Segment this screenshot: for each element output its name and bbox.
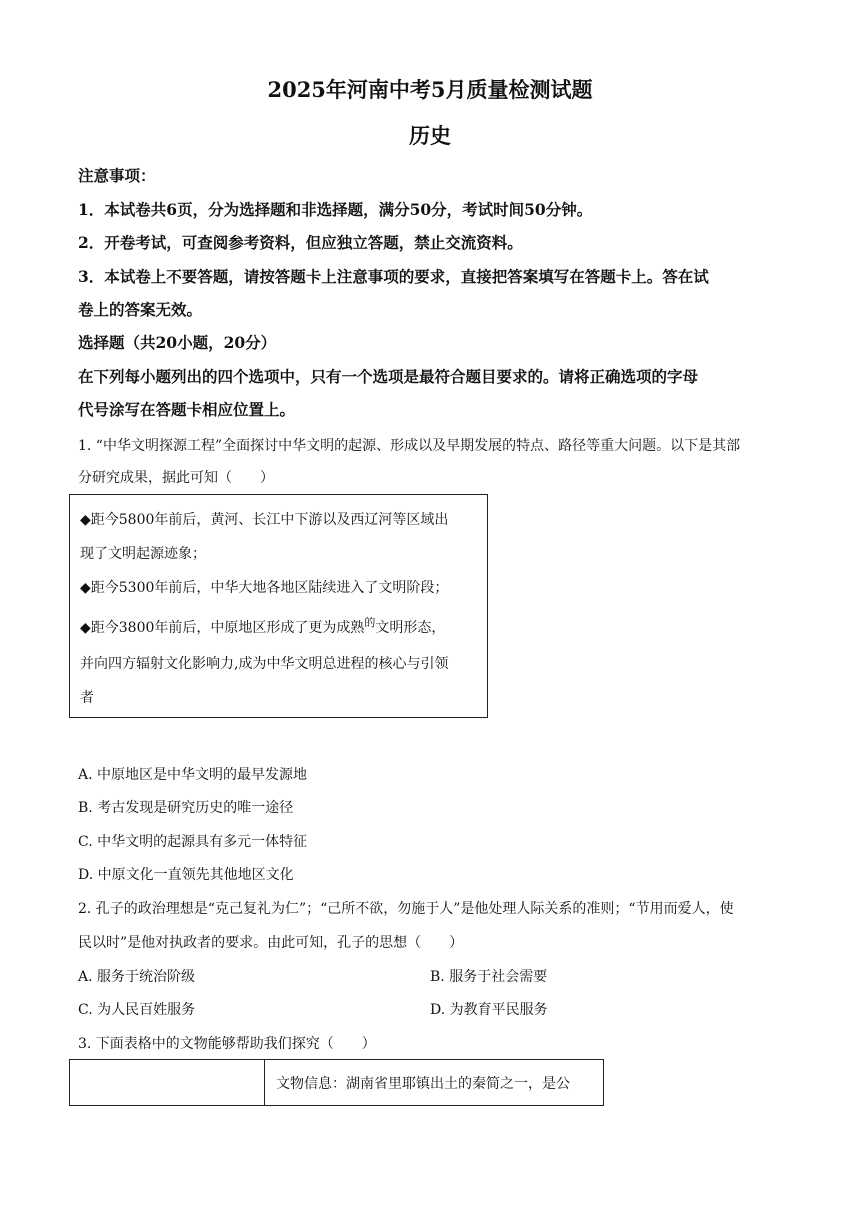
- q1-option-d: D. 中原文化一直领先其他地区文化: [78, 867, 294, 883]
- q1-material-line: ◆距今5300年前后，中华大地各地区陆续进入了文明阶段；: [80, 580, 449, 596]
- q1-material-line: 者: [80, 690, 94, 706]
- q3-stem: 3. 下面表格中的文物能够帮助我们探究（ ）: [78, 1036, 376, 1052]
- exam-subject: 历史: [409, 123, 451, 148]
- notes-item: 2．开卷考试，可查阅参考资料，但应独立答题，禁止交流资料。: [78, 233, 523, 252]
- q2-option-b: B. 服务于社会需要: [430, 969, 548, 985]
- notes-heading: 注意事项：: [78, 166, 156, 185]
- q1-stem: 1. “中华文明探源工程”全面探讨中华文明的起源、形成以及早期发展的特点、路径等重大问题。以下是其部: [78, 438, 741, 454]
- q2-stem: 民以时”是他对执政者的要求。由此可知，孔子的思想（ ）: [78, 935, 464, 951]
- notes-item: 卷上的答案无效。: [78, 300, 203, 319]
- notes-item: 3．本试卷上不要答题，请按答题卡上注意事项的要求，直接把答案填写在答题卡上。答在试: [78, 267, 709, 286]
- section-instruction: 在下列每小题列出的四个选项中，只有一个选项是最符合题目要求的。请将正确选项的字母: [78, 367, 699, 386]
- q1-option-c: C. 中华文明的起源具有多元一体特征: [78, 834, 308, 850]
- q1-stem: 分研究成果，据此可知（ ）: [78, 470, 274, 486]
- section-heading: 选择题（共20小题，20分）: [78, 333, 277, 352]
- section-instruction: 代号涂写在答题卡相应位置上。: [78, 400, 296, 419]
- q1-material-line: ◆距今5800年前后，黄河、长江中下游以及西辽河等区域出: [80, 512, 449, 528]
- q2-option-a: A. 服务于统治阶级: [78, 969, 196, 985]
- q1-material-box: [69, 494, 488, 718]
- q1-option-a: A. 中原地区是中华文明的最早发源地: [78, 767, 308, 783]
- q1-material-line: 现了文明起源迹象；: [80, 546, 206, 562]
- q1-material-line: ◆距今3800年前后，中原地区形成了更为成熟$^的$文明形态，: [80, 616, 446, 636]
- q3-table-cell: 文物信息：湖南省里耶镇出土的秦简之一，是公: [276, 1076, 570, 1092]
- q1-option-b: B. 考古发现是研究历史的唯一途径: [78, 800, 294, 816]
- q2-option-d: D. 为教育平民服务: [430, 1002, 548, 1018]
- q1-material-line: 并向四方辐射文化影响力,成为中华文明总进程的核心与引领: [80, 656, 449, 672]
- q3-table-divider: [264, 1060, 265, 1105]
- exam-title: 2025年河南中考5月质量检测试题: [267, 77, 593, 102]
- notes-item: 1．本试卷共6页，分为选择题和非选择题，满分50分，考试时间50分钟。: [78, 200, 593, 219]
- q2-stem: 2. 孔子的政治理想是“克己复礼为仁”；“己所不欲，勿施于人”是他处理人际关系的准则；“节用而爱人，使: [78, 901, 734, 917]
- q2-option-c: C. 为人民百姓服务: [78, 1002, 196, 1018]
- q3-table: [69, 1059, 604, 1106]
